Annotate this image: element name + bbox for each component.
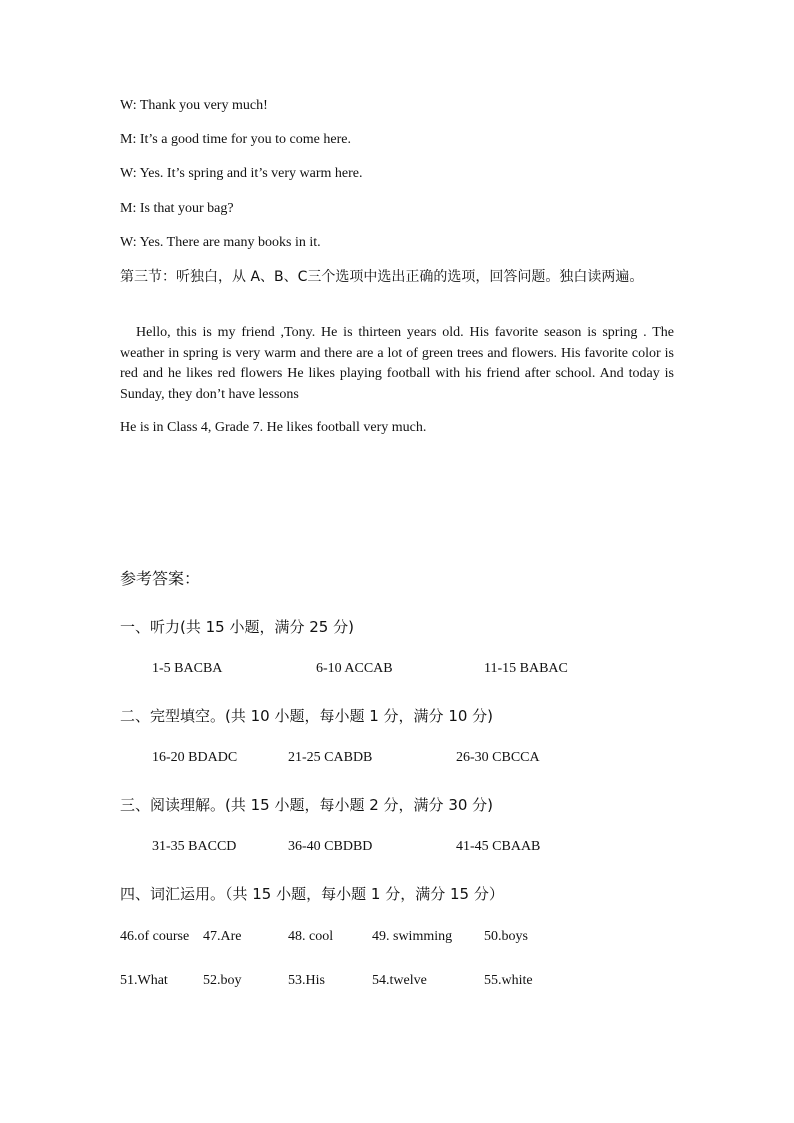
answer-item: 54.twelve <box>372 973 427 988</box>
answer-item: 52.boy <box>203 973 242 988</box>
dialogue-line: W: Thank you very much! <box>120 98 268 113</box>
answer-item: 50.boys <box>484 929 528 944</box>
dialogue-line: W: Yes. There are many books in it. <box>120 235 321 250</box>
answer-group: 36-40 CBDBD <box>288 839 373 854</box>
answer-group: 41-45 CBAAB <box>456 839 541 854</box>
monologue-paragraph: He is in Class 4, Grade 7. He likes football very much. <box>120 420 427 435</box>
dialogue-line: M: Is that your bag? <box>120 201 234 216</box>
answer-group: 26-30 CBCCA <box>456 750 540 765</box>
answer-item: 49. swimming <box>372 929 453 944</box>
answer-item: 51.What <box>120 973 168 988</box>
answer-group: 1-5 BACBA <box>152 661 223 676</box>
answer-group: 31-35 BACCD <box>152 839 237 854</box>
answer-item: 48. cool <box>288 929 334 944</box>
answer-item: 47.Are <box>203 929 242 944</box>
section-title: 二、完型填空。(共 10 小题，每小题 1 分，满分 10 分) <box>120 707 494 725</box>
answers-title: 参考答案： <box>120 569 201 588</box>
answer-group: 11-15 BABAC <box>484 661 568 676</box>
section3-instruction: 第三节：听独白，从 A、B、C三个选项中选出正确的选项，回答问题。独白读两遍。 <box>120 269 644 285</box>
monologue-paragraph: Hello, this is my friend ,Tony. He is thirteen years old. His favorite season is spring . The weather in spring is very warm and there are a lot of green trees and flowers. His favorite color is red and he likes red flowers He likes playing football with his friend after school. And today is Sunday, they don’t have lessons <box>120 325 674 402</box>
answer-group: 21-25 CABDB <box>288 750 373 765</box>
section-title: 三、阅读理解。(共 15 小题，每小题 2 分，满分 30 分) <box>120 796 494 814</box>
dialogue-line: W: Yes. It’s spring and it’s very warm here. <box>120 166 363 181</box>
section-title: 一、听力(共 15 小题，满分 25 分) <box>120 618 354 636</box>
answer-item: 55.white <box>484 973 533 988</box>
answer-item: 46.of course <box>120 929 190 944</box>
answer-group: 6-10 ACCAB <box>316 661 393 676</box>
answer-item: 53.His <box>288 973 325 988</box>
dialogue-line: M: It’s a good time for you to come here. <box>120 132 351 147</box>
section-title: 四、词汇运用。（共 15 小题，每小题 1 分，满分 15 分） <box>120 885 504 903</box>
answer-group: 16-20 BDADC <box>152 750 238 765</box>
